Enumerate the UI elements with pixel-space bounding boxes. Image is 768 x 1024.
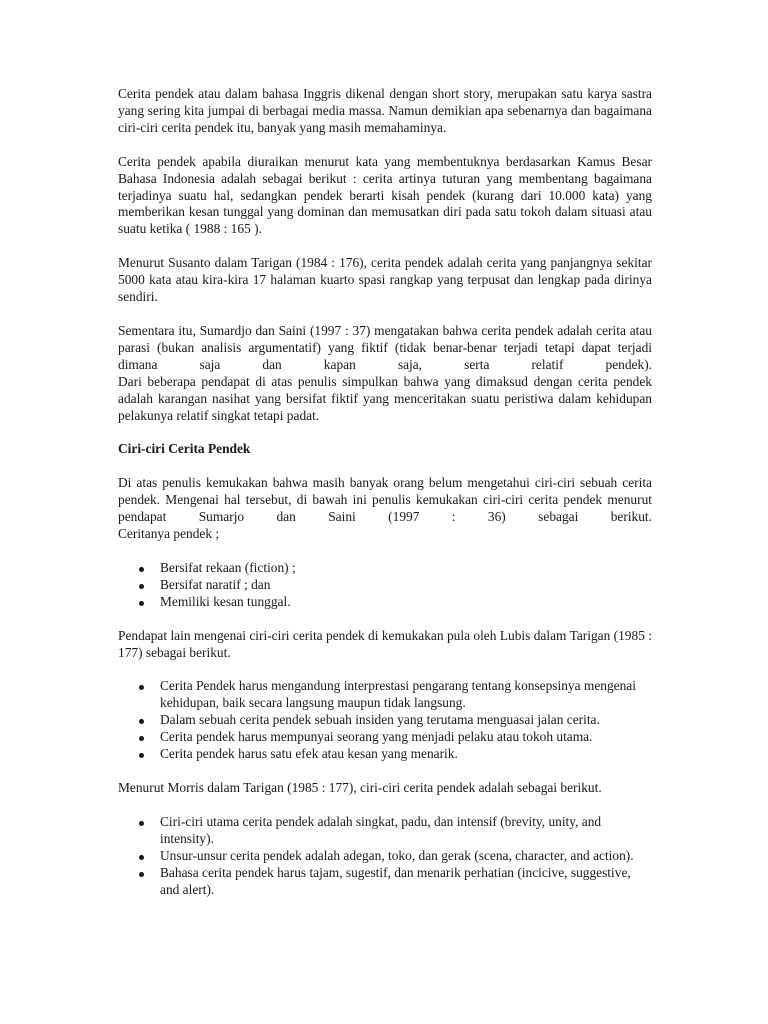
- list-item-text: Bersifat naratif ; dan: [160, 576, 271, 592]
- paragraph-lubis: Pendapat lain mengenai ciri-ciri cerita pendek di kemukakan pula oleh Lubis dalam Tarigan (1985 : 177) sebagai berikut.: [118, 627, 652, 660]
- list-item-text: Cerita pendek harus mempunyai seorang yang menjadi pelaku atau tokoh utama.: [160, 729, 593, 745]
- list-item: [118, 560, 652, 577]
- document-page: [118, 86, 652, 915]
- bullet-icon: [139, 685, 144, 690]
- list-item-text: Bahasa cerita pendek harus tajam, sugestif, dan menarik perhatian (incicive, suggestive, and alert).: [160, 864, 631, 897]
- list-morris: [118, 814, 652, 899]
- paragraph-ciri-lead: Ceritanya pendek ;: [118, 526, 220, 542]
- bullet-icon: [139, 584, 144, 589]
- list-item: [118, 814, 652, 848]
- paragraph-kbbi-definition: Cerita pendek apabila diuraikan menurut kata yang membentuknya berdasarkan Kamus Besar Bahasa Indonesia adalah sebagai berikut : cerita artinya tuturan yang membentang bagaimana terjadinya suatu hal, sedangkan pendek berarti kisah pendek (kurang dari 10.000 kata) yang memberikan kesan tunggal yang dominan dan memusatkan diri pada satu tokoh dalam situasi atau suatu ketika ( 1988 : 165 ).: [118, 153, 652, 237]
- paragraph-morris: Menurut Morris dalam Tarigan (1985 : 177), ciri-ciri cerita pendek adalah sebagai berikut.: [118, 780, 602, 795]
- list-item: [118, 865, 652, 899]
- list-item-text: Unsur-unsur cerita pendek adalah adegan, toko, dan gerak (scena, character, and action).: [160, 847, 634, 863]
- paragraph-susanto: Menurut Susanto dalam Tarigan (1984 : 176), cerita pendek adalah cerita yang panjangnya sekitar 5000 kata atau kira-kira 17 halaman kuarto spasi rangkap yang terpusat dan lengkap pada dirinya sendiri.: [118, 255, 652, 305]
- bullet-icon: [139, 821, 144, 826]
- paragraph-sumardjo-saini: Sementara itu, Sumardjo dan Saini (1997 : 37) mengatakan bahwa cerita pendek adalah cerita atau parasi (bukan analisis argumentatif) yang fiktif (tidak benar-benar terjadi tetapi dapat terjadi dimana saja dan kapan saja, serta relatif pendek).: [118, 322, 652, 372]
- bullet-icon: [139, 855, 144, 860]
- list-item: [118, 678, 652, 712]
- list-item-text: Memiliki kesan tunggal.: [160, 593, 291, 609]
- list-item-text: Cerita Pendek harus mengandung interprestasi pengarang tentang konsepsinya mengenai kehidupan, baik secara langsung maupun tidak langsung.: [160, 678, 636, 711]
- bullet-icon: [139, 872, 144, 877]
- bullet-icon: [139, 601, 144, 606]
- list-item: [118, 848, 652, 865]
- list-item: [118, 746, 652, 763]
- list-sumarjo-saini: [118, 560, 652, 611]
- list-item: [118, 594, 652, 611]
- list-item: [118, 712, 652, 729]
- bullet-icon: [139, 753, 144, 758]
- bullet-icon: [139, 736, 144, 741]
- list-lubis: [118, 678, 652, 763]
- list-item: [118, 577, 652, 594]
- bullet-icon: [139, 567, 144, 572]
- paragraph-intro: Cerita pendek atau dalam bahasa Inggris dikenal dengan short story, merupakan satu karya sastra yang sering kita jumpai di berbagai media massa. Namun demikian apa sebenarnya dan bagaimana ciri-ciri cerita pendek itu, banyak yang masih memahaminya.: [118, 86, 652, 135]
- list-item-text: Dalam sebuah cerita pendek sebuah insiden yang terutama menguasai jalan cerita.: [160, 712, 600, 728]
- bullet-icon: [139, 719, 144, 724]
- section-heading: Ciri-ciri Cerita Pendek: [118, 441, 251, 457]
- list-item-text: Ciri-ciri utama cerita pendek adalah singkat, padu, dan intensif (brevity, unity, and intensity).: [160, 813, 602, 846]
- list-item-text: Bersifat rekaan (fiction) ;: [160, 559, 296, 575]
- paragraph-conclusion: Dari beberapa pendapat di atas penulis simpulkan bahwa yang dimaksud dengan cerita pendek adalah karangan nasihat yang bersifat fiktif yang menceritakan suatu peristiwa dalam kehidupan pelakunya relatif singkat tetapi padat.: [118, 373, 652, 423]
- list-item: [118, 729, 652, 746]
- paragraph-ciri-intro: Di atas penulis kemukakan bahwa masih banyak orang belum mengetahui ciri-ciri sebuah cerita pendek. Mengenai hal tersebut, di bawah ini penulis kemukakan ciri-ciri cerita pendek menurut pendapat Sumarjo dan Saini (1997 : 36) sebagai berikut.: [118, 475, 652, 525]
- list-item-text: Cerita pendek harus satu efek atau kesan yang menarik.: [160, 746, 458, 762]
